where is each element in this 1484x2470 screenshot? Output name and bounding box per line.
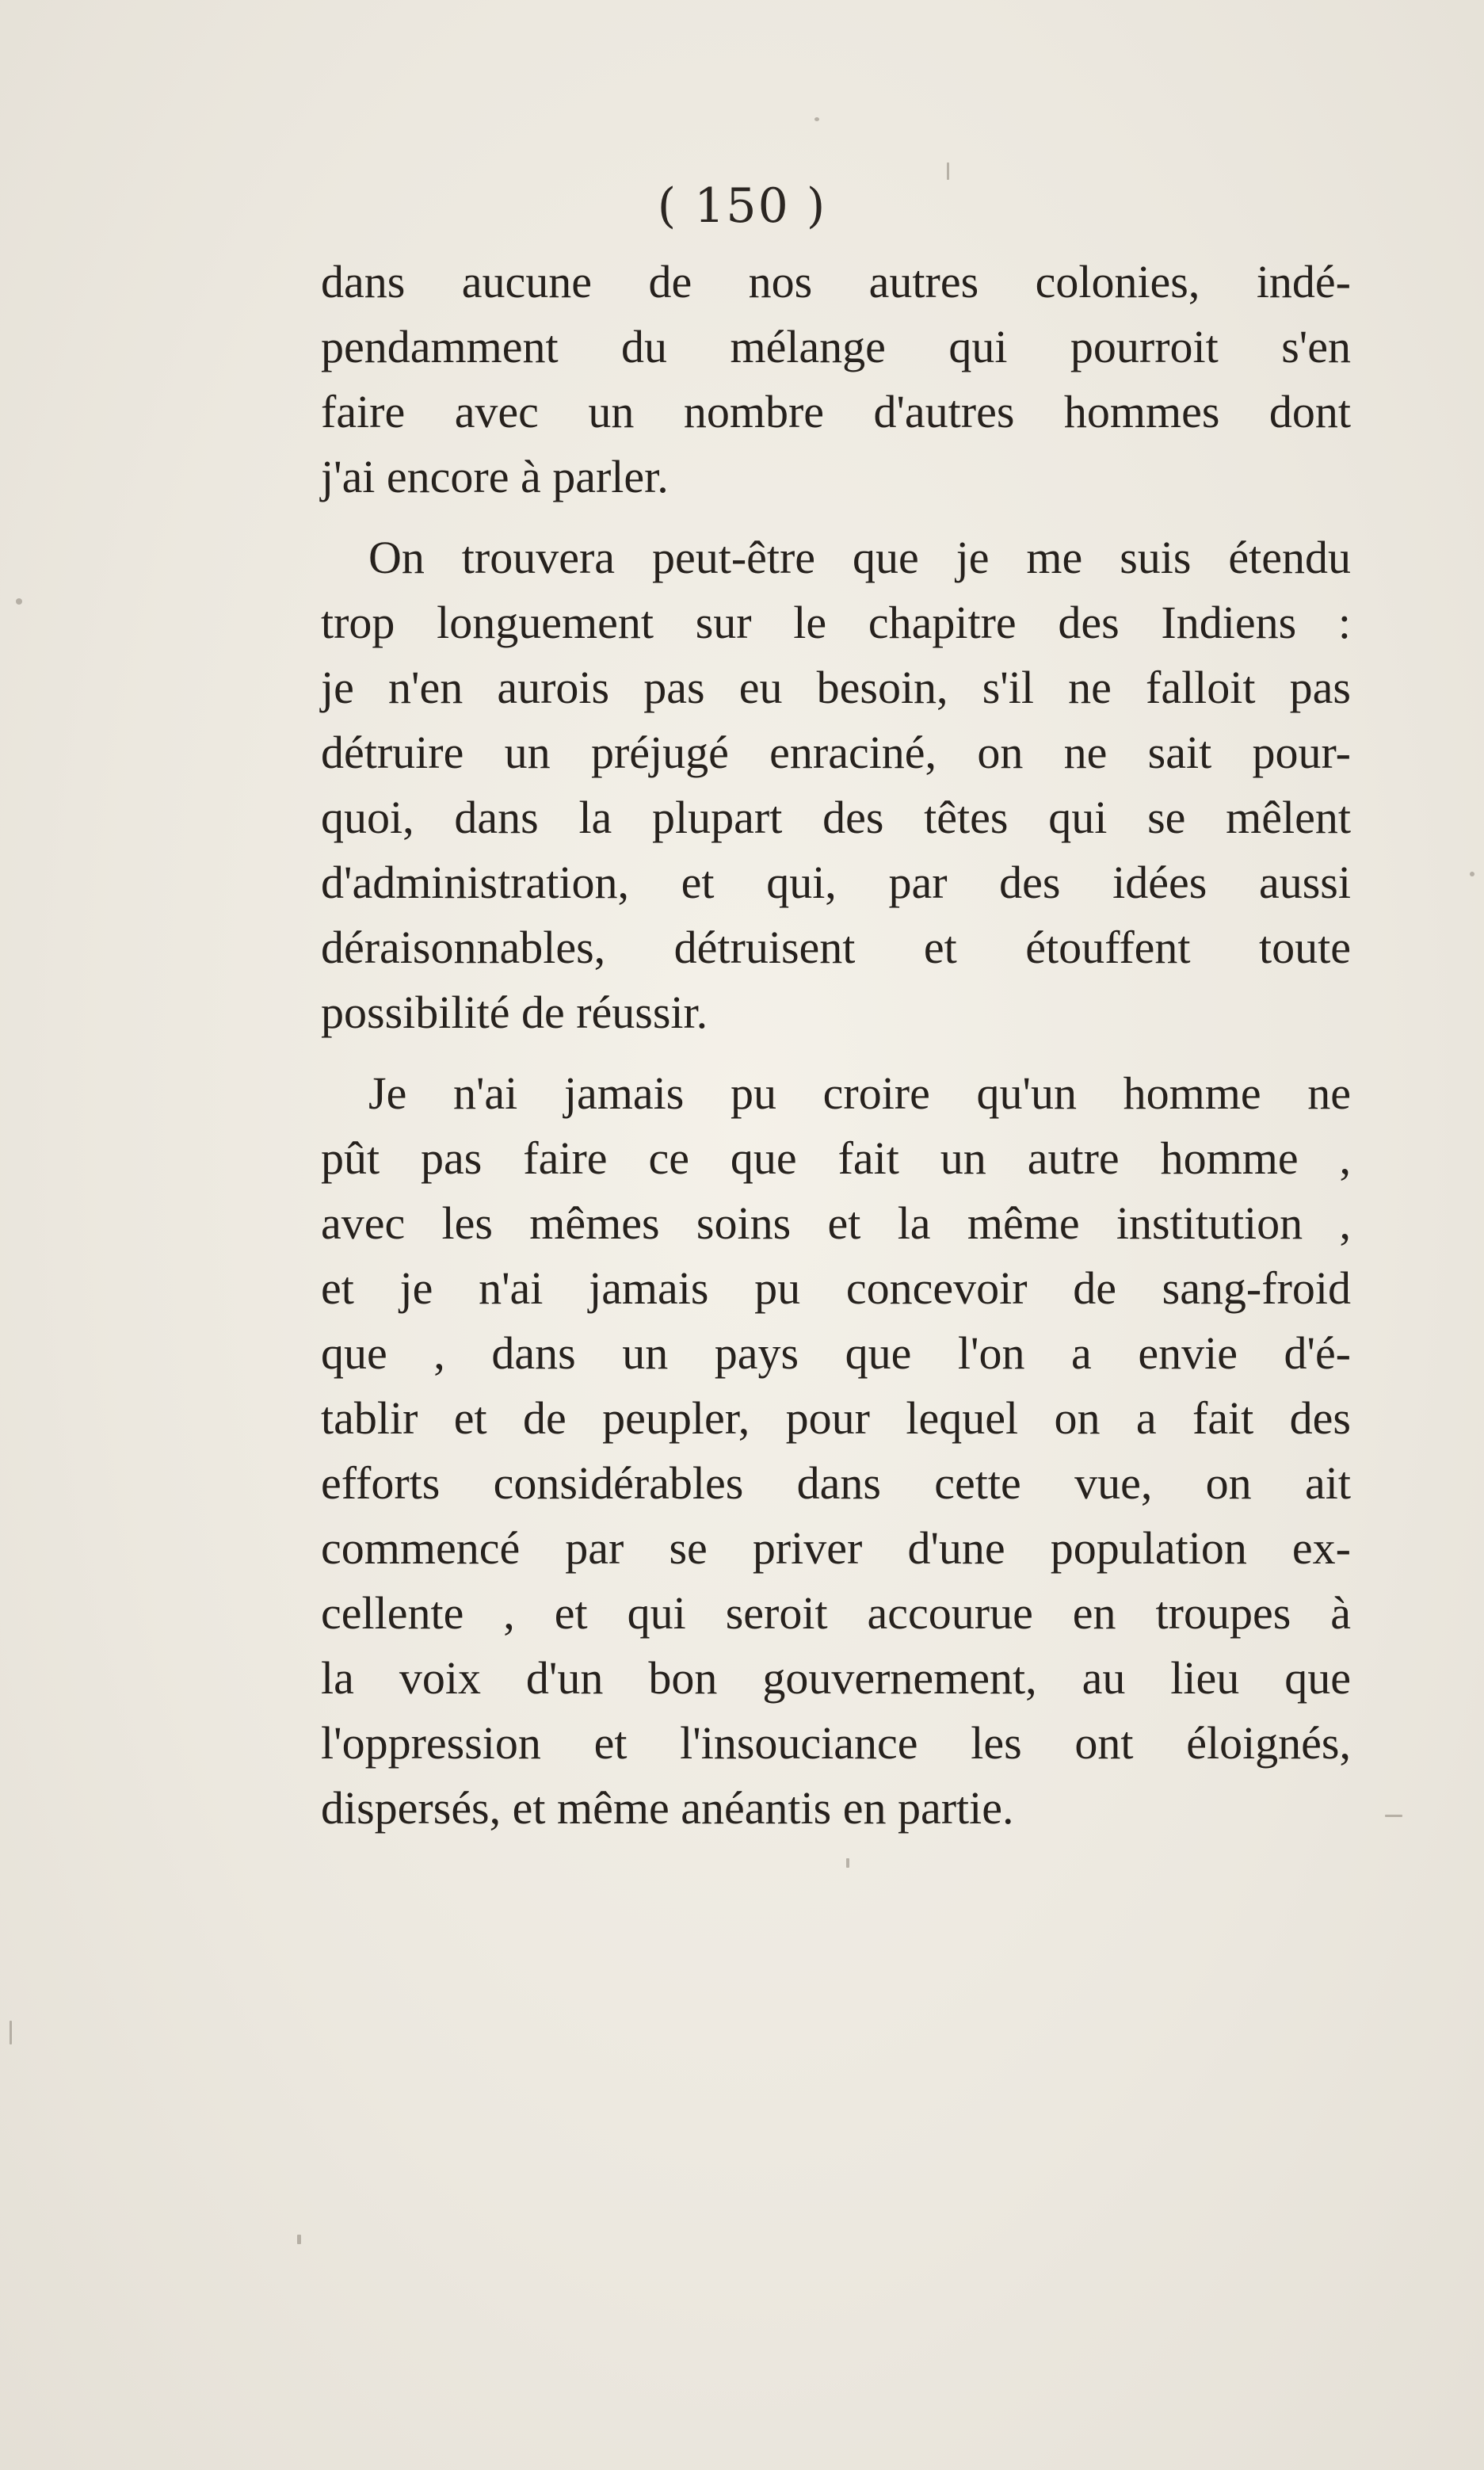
- paper-speck: [10, 2021, 12, 2044]
- text-line: pendamment du mélange qui pourroit s'en: [321, 321, 1351, 372]
- paragraph-gap: [321, 510, 1351, 525]
- paper-speck: [846, 1858, 849, 1868]
- text-line: la voix d'un bon gouvernement, au lieu que: [321, 1652, 1351, 1704]
- text-line: faire avec un nombre d'autres hommes dont: [321, 386, 1351, 437]
- text-line: l'oppression et l'insouciance les ont éloignés,: [321, 1717, 1351, 1769]
- paper-speck: [1470, 872, 1474, 876]
- paper-speck: [16, 598, 22, 605]
- text-line: commencé par se priver d'une population ex-: [321, 1522, 1351, 1574]
- text-line: que , dans un pays que l'on a envie d'é-: [321, 1327, 1351, 1379]
- paper-speck: [947, 162, 949, 180]
- text-line: cellente , et qui seroit accourue en troupes à: [321, 1587, 1351, 1639]
- text-line: trop longuement sur le chapitre des Indiens :: [321, 597, 1351, 648]
- text-line: d'administration, et qui, par des idées aussi: [321, 857, 1351, 908]
- text-line: quoi, dans la plupart des têtes qui se mêlent: [321, 792, 1351, 843]
- page-number-header: ( 150 ): [657, 178, 827, 234]
- text-line: On trouvera peut-être que je me suis étendu: [368, 532, 1351, 583]
- text-line: possibilité de réussir.: [321, 987, 708, 1038]
- text-line: dans aucune de nos autres colonies, indé-: [321, 256, 1351, 307]
- text-line: et je n'ai jamais pu concevoir de sang-froid: [321, 1262, 1351, 1314]
- text-line: tablir et de peupler, pour lequel on a fait des: [321, 1392, 1351, 1444]
- text-line: détruire un préjugé enraciné, on ne sait pour-: [321, 727, 1351, 778]
- text-line: pût pas faire ce que fait un autre homme ,: [321, 1132, 1351, 1184]
- text-line: je n'en aurois pas eu besoin, s'il ne falloit pas: [321, 662, 1351, 713]
- text-line: avec les mêmes soins et la même institution ,: [321, 1197, 1351, 1249]
- text-line: déraisonnables, détruisent et étouffent toute: [321, 922, 1351, 973]
- text-line: Je n'ai jamais pu croire qu'un homme ne: [368, 1067, 1351, 1119]
- paper-speck: [297, 2235, 301, 2244]
- body-text: [321, 250, 1351, 1841]
- paragraph-gap: [321, 1045, 1351, 1061]
- paper-speck: [814, 117, 819, 121]
- text-line: dispersés, et même anéantis en partie.: [321, 1782, 1014, 1834]
- text-line: efforts considérables dans cette vue, on ait: [321, 1457, 1351, 1509]
- paper-speck: [1385, 1815, 1402, 1817]
- text-line: j'ai encore à parler.: [321, 451, 669, 502]
